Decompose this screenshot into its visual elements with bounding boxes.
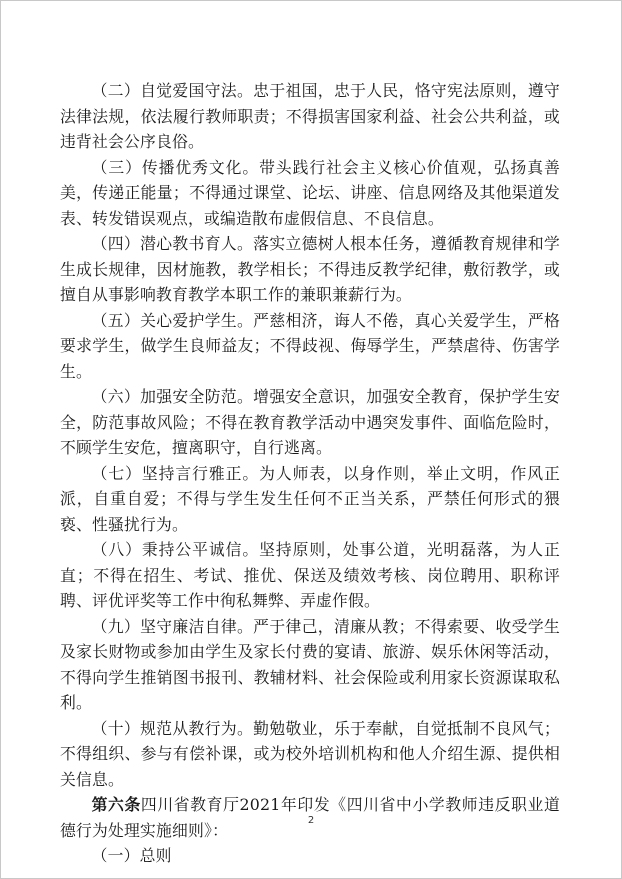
- paragraph-lead: （八）秉持公平诚信。: [91, 540, 260, 559]
- paragraph-text: 严于律己，清廉从教；不得索要、收受学生及家长财物或参加由学生及家长付费的宴请、旅游、娱乐休闲等活动，不得向学生推销图书报刊、教辅材料、社会保险或利用家长资源谋取私利。: [60, 616, 560, 712]
- paragraph-4: [60, 231, 560, 308]
- paragraph-text: 带头践行社会主义核心价值观，弘扬真善美，传递正能量；不得通过课堂、论坛、讲座、信息网络及其他渠道发表、转发错误观点，或编造散布虚假信息、不良信息。: [60, 157, 560, 228]
- article-6-title: 第六条: [91, 795, 141, 814]
- paragraph-9: [60, 614, 560, 716]
- paragraph-lead: （五）关心爱护学生。: [91, 310, 254, 330]
- paragraph-text: 坚持原则，处事公道，光明磊落，为人正直；不得在招生、考试、推优、保送及绩效考核、岗位聘用、职称评聘、评优评奖等工作中徇私舞弊、弄虚作假。: [60, 540, 560, 610]
- page-number: 2: [307, 815, 315, 826]
- subheading-general: （一）总则: [91, 846, 172, 865]
- paragraph-lead: （四）潜心教书育人。: [91, 234, 254, 253]
- paragraph-10: [60, 716, 560, 793]
- paragraph-text: 落实立德树人根本任务，遵循教育规律和学生成长规律，因材施教，教学相长；不得违反教学纪律，敷衍教学，或擅自从事影响教育教学本职工作的兼职兼薪行为。: [60, 234, 560, 304]
- paragraph-3: [60, 155, 560, 232]
- paragraph-text: 忠于祖国，忠于人民，恪守宪法原则，遵守法律法规，依法履行教师职责；不得损害国家利益、社会公共利益，或违背社会公序良俗。: [60, 81, 560, 151]
- paragraph-5: [60, 308, 560, 385]
- paragraph-2: [60, 78, 560, 155]
- article-6-text: 四川省教育厅2021年印发《四川省中小学教师违反职业道德行为处理实施细则》：: [60, 795, 560, 840]
- paragraph-8: [60, 537, 560, 614]
- document-body: [60, 78, 560, 869]
- paragraph-lead: （二）自觉爱国守法。: [91, 81, 254, 100]
- paragraph-7: [60, 461, 560, 538]
- paragraph-text: 增强安全意识，加强安全教育，保护学生安全，防范事故风险；不得在教育教学活动中遇突发事件、面临危险时，不顾学生安危，擅离职守，自行逃离。: [60, 387, 560, 457]
- paragraph-lead: （十）规范从教行为。: [91, 718, 254, 738]
- paragraph-lead: （九）坚守廉洁自律。: [91, 616, 254, 636]
- paragraph-lead: （六）加强安全防范。: [91, 387, 254, 406]
- paragraph-lead: （三）传播优秀文化。: [91, 157, 260, 177]
- paragraph-lead: （七）坚持言行雅正。: [91, 463, 260, 483]
- paragraph-text: 勤勉敬业，乐于奉献，自觉抵制不良风气；不得组织、参与有偿补课，或为校外培训机构和他人介绍生源、提供相关信息。: [60, 718, 560, 789]
- paragraph-6: [60, 384, 560, 461]
- paragraph-text: 严慈相济，诲人不倦，真心关爱学生，严格要求学生，做学生良师益友；不得歧视、侮辱学生，严禁虐待、伤害学生。: [60, 310, 560, 381]
- paragraph-text: 为人师表，以身作则，举止文明，作风正派，自重自爱；不得与学生发生任何不正当关系，严禁任何形式的猥亵、性骚扰行为。: [60, 463, 560, 534]
